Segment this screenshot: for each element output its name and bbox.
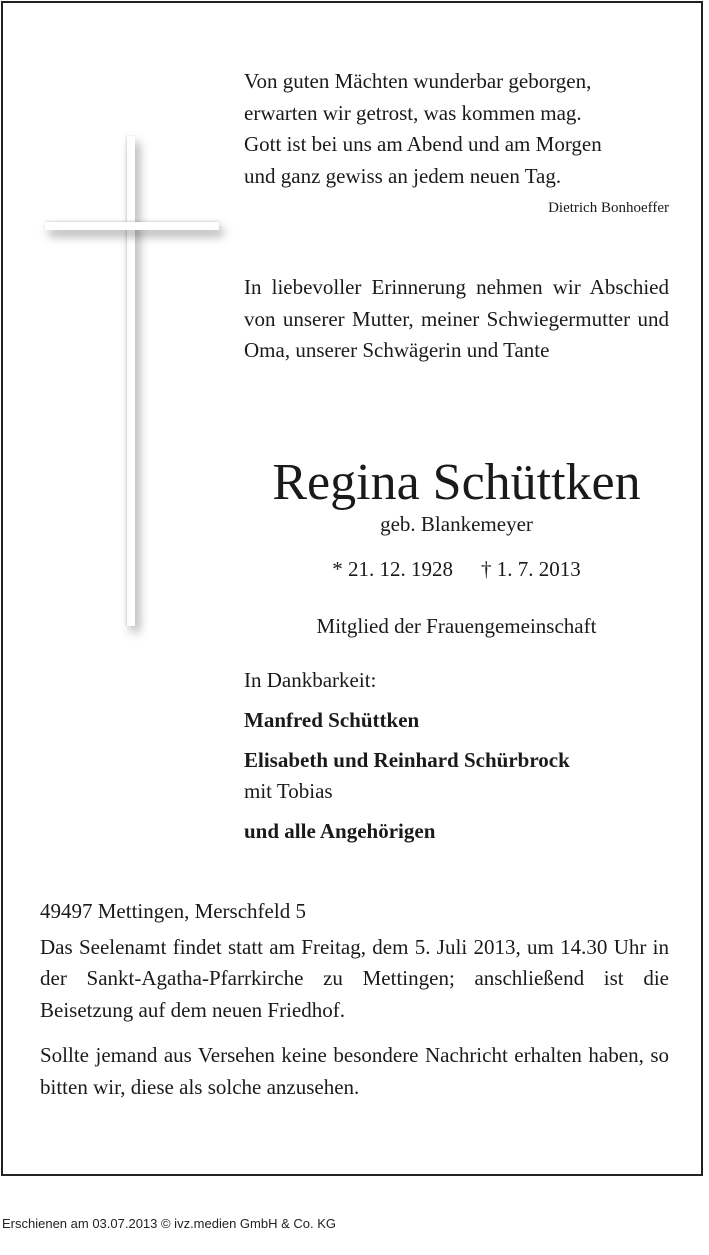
mourner-name: und alle Angehörigen	[244, 819, 436, 843]
intro-text: In liebevoller Erinnerung nehmen wir Abschied von unserer Mutter, meiner Schwiegermutter und Oma, unserer Schwägerin und Tante	[244, 275, 669, 362]
publication-footer: Erschienen am 03.07.2013 © ivz.medien GmbH & Co. KG	[2, 1216, 337, 1231]
membership: Mitglied der Frauengemeinschaft	[316, 614, 597, 638]
poem-line: Von guten Mächten wunderbar geborgen,	[244, 69, 592, 93]
poem-author: Dietrich Bonhoeffer	[548, 200, 669, 216]
life-dates	[244, 557, 669, 582]
poem-line: Gott ist bei uns am Abend und am Morgen	[244, 132, 602, 156]
death-date: † 1. 7. 2013	[481, 557, 581, 581]
deceased-name: Regina Schüttken	[272, 454, 641, 511]
mourner-sub: mit Tobias	[244, 779, 333, 803]
poem-line: erwarten wir getrost, was kommen mag.	[244, 100, 582, 125]
service-text: Das Seelenamt findet statt am Freitag, dem 5. Juli 2013, um 14.30 Uhr in der Sankt-Agatha-Pfarrkirche zu Mettingen; anschließend ist die Beisetzung auf dem neuen Friedhof.	[40, 934, 669, 1022]
service-info	[40, 896, 669, 1103]
address: 49497 Mettingen, Merschfeld 5	[40, 899, 306, 923]
maiden-name: geb. Blankemeyer	[380, 512, 533, 536]
mourners-heading: In Dankbarkeit:	[244, 668, 377, 692]
birth-date: * 21. 12. 1928	[332, 557, 453, 581]
mourner-name: Elisabeth und Reinhard Schürbrock	[244, 748, 570, 772]
mourner-name: Manfred Schüttken	[244, 708, 420, 732]
poem-line: und ganz gewiss an jedem neuen Tag.	[244, 163, 562, 188]
poem	[244, 66, 669, 192]
cross-icon	[45, 136, 225, 636]
notice-text: Sollte jemand aus Versehen keine besondere Nachricht erhalten haben, so bitten wir, diese als solche anzusehen.	[40, 1043, 669, 1099]
